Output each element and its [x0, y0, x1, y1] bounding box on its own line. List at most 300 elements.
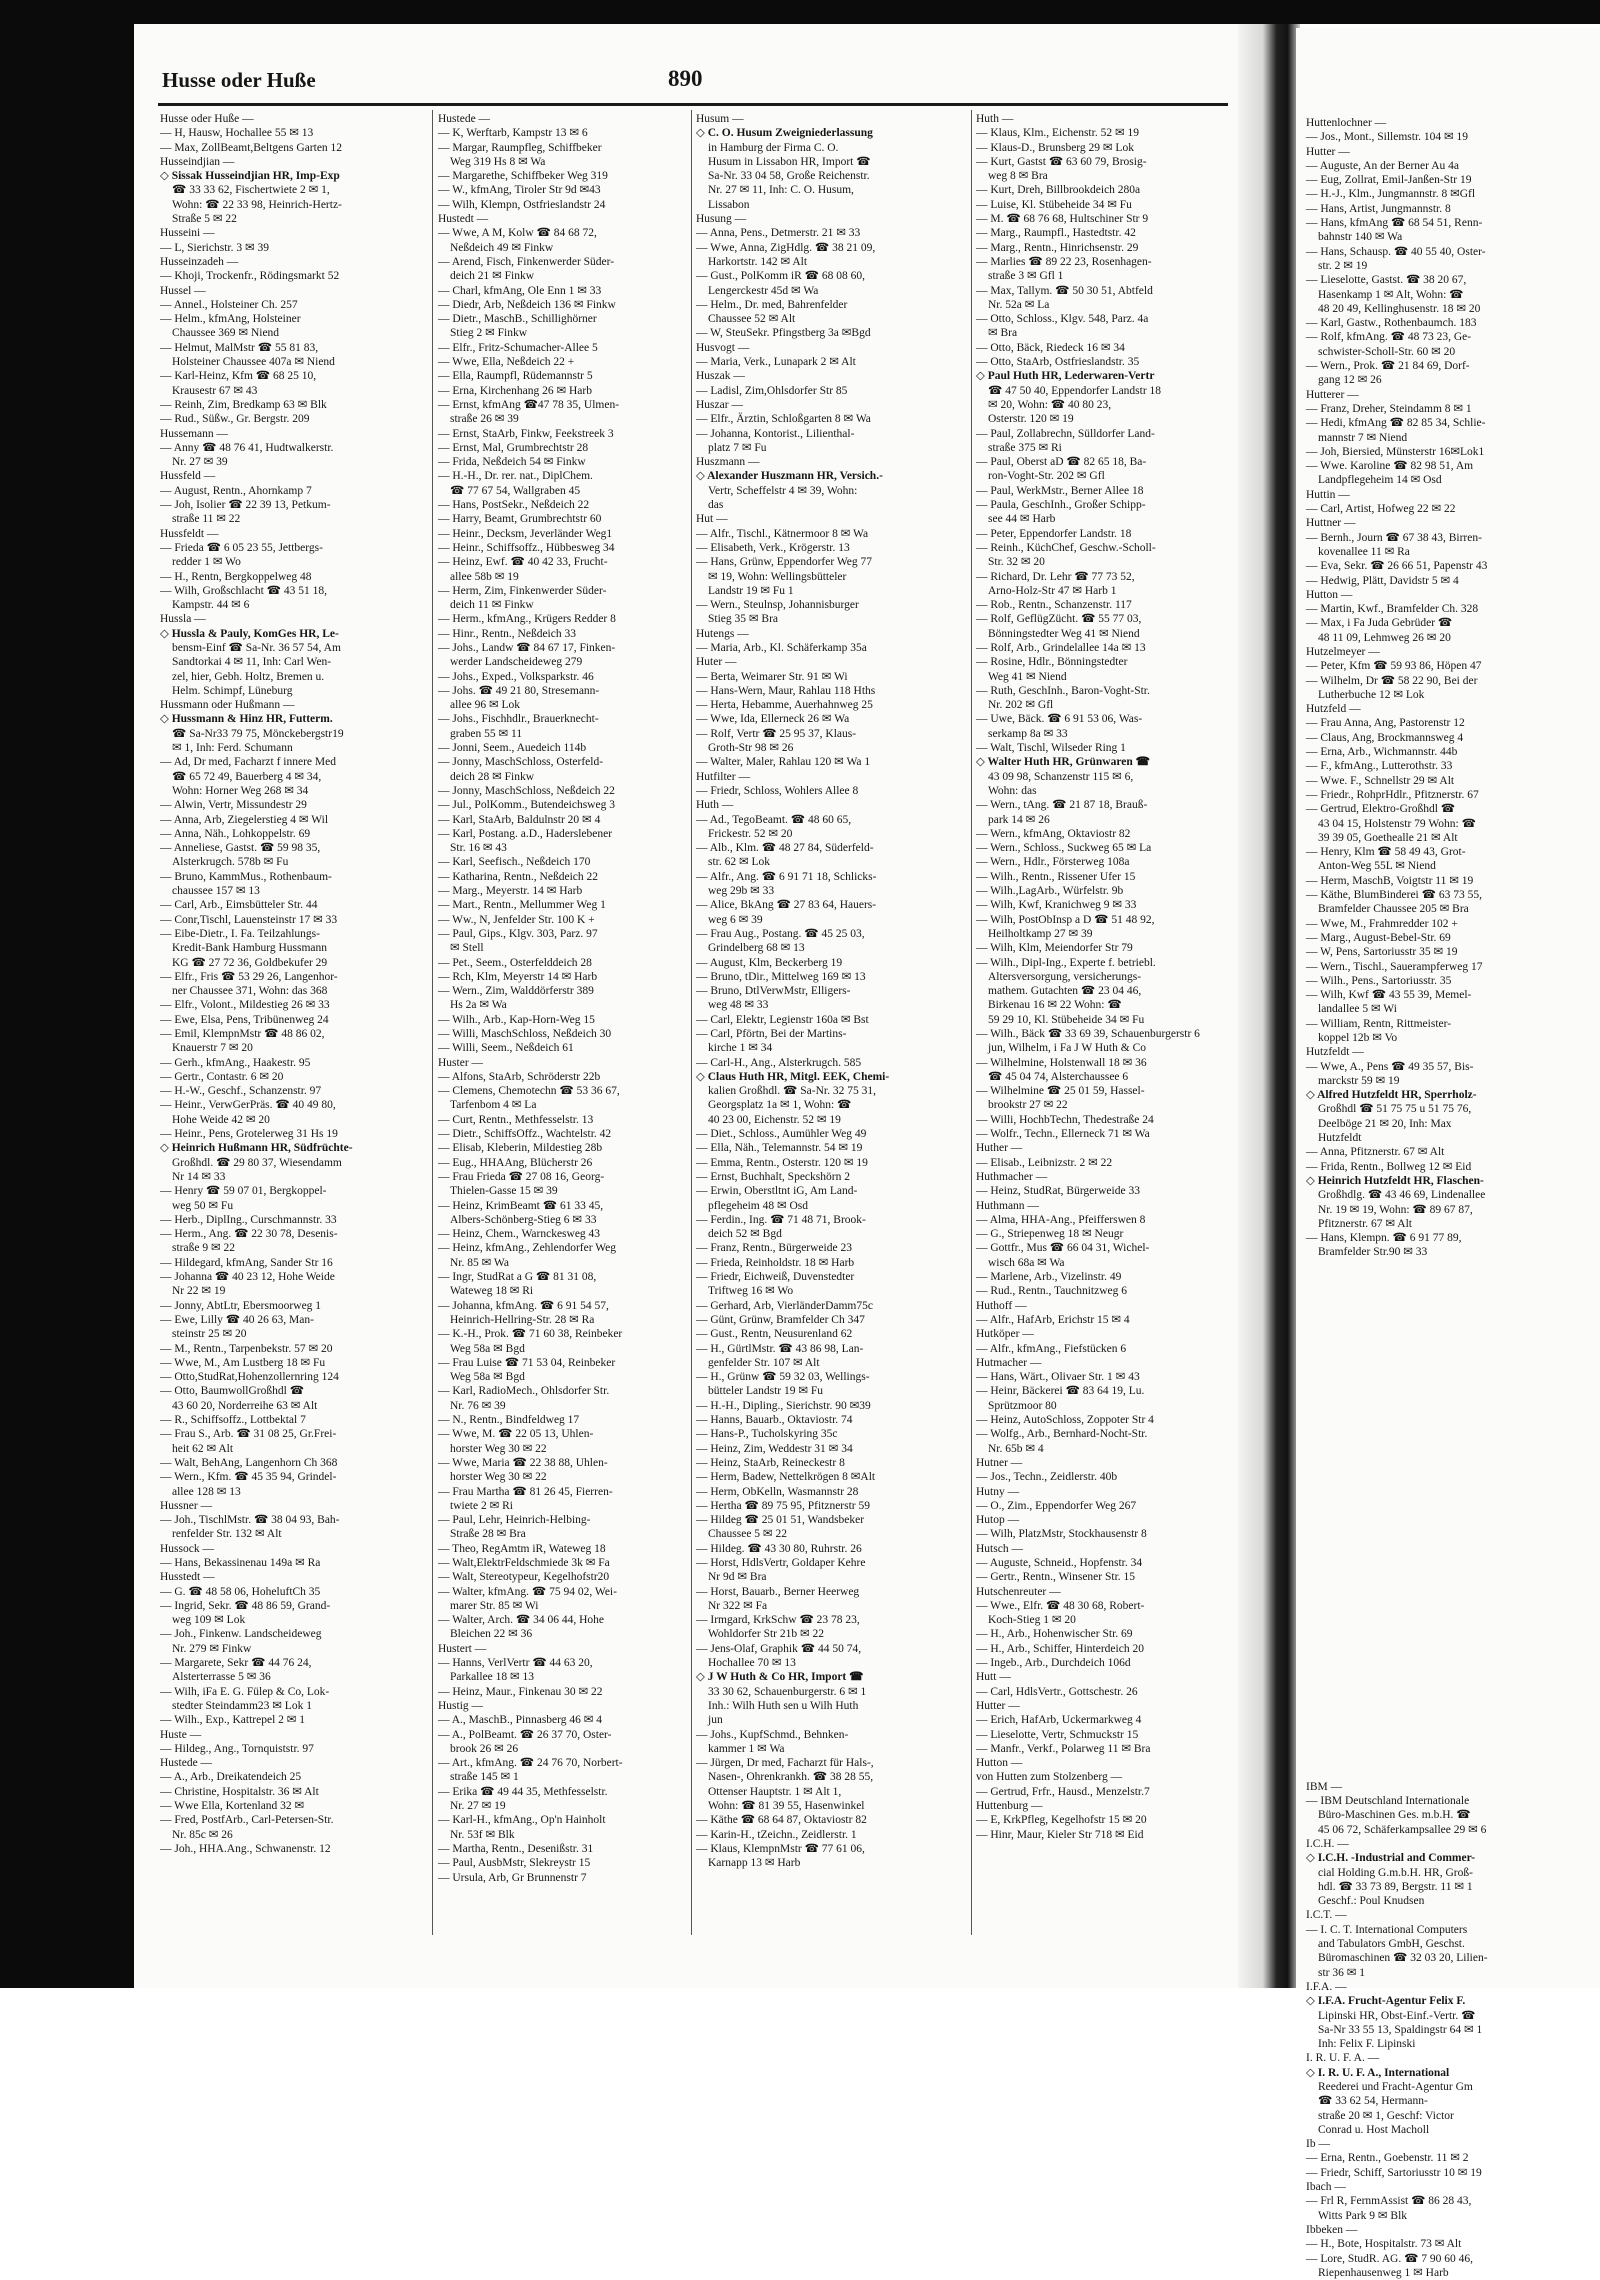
directory-entry-continuation: Thielen-Gasse 15 ✉ 39: [450, 1185, 558, 1198]
directory-entry: — Herm, Badew, Nettelkrögen 8 ✉Alt: [696, 1471, 876, 1484]
directory-entry: — Bruno, tDir., Mittelweg 169 ✉ 13: [696, 970, 866, 983]
surname-heading: Hutmacher —: [976, 1356, 1042, 1369]
directory-entry-continuation: Str. 16 ✉ 43: [450, 842, 507, 855]
directory-entry: — Joh., Finkenw. Landscheideweg: [160, 1628, 322, 1641]
directory-entry: — Paul, Lehr, Heinrich-Helbing-: [438, 1514, 591, 1527]
directory-entry: — Jürgen, Dr med, Facharzt für Hals-,: [696, 1757, 874, 1770]
directory-entry: — Khoji, Trockenfr., Rödingsmarkt 52: [160, 270, 340, 283]
directory-entry: — Maria, Verk., Lunapark 2 ✉ Alt: [696, 356, 856, 369]
directory-entry-continuation: Lutherbuche 12 ✉ Lok: [1318, 688, 1425, 701]
directory-entry: — Rob., Rentn., Schanzenstr. 117: [976, 599, 1132, 612]
directory-entry: — Annel., Holsteiner Ch. 257: [160, 298, 298, 311]
directory-entry: — Marg., Rentn., Hinrichsenstr. 29: [976, 241, 1139, 254]
directory-entry: — H., GürtlMstr. ☎ 43 86 98, Lan-: [696, 1342, 864, 1355]
directory-entry: — Frau Anna, Ang, Pastorenstr 12: [1306, 717, 1465, 730]
book-gutter: [1238, 24, 1300, 1988]
surname-heading: I.F.A. —: [1306, 1980, 1347, 1993]
directory-entry: — H., Rentn, Bergkoppelweg 48: [160, 570, 312, 583]
directory-entry: — Karl, Postang. a.D., Haderslebener: [438, 827, 613, 840]
directory-entry: — Uwe, Bäck. ☎ 6 91 53 06, Was-: [976, 713, 1143, 726]
directory-entry: — Joh., HHA.Ang., Schwanenstr. 12: [160, 1842, 331, 1855]
directory-entry: — Frieda ☎ 6 05 23 55, Jettbergs-: [160, 541, 323, 554]
directory-entry: — Carl, Artist, Hofweg 22 ✉ 22: [1306, 503, 1456, 516]
directory-entry-continuation: 48 20 49, Kellinghusenstr. 18 ✉ 20: [1318, 302, 1481, 315]
directory-entry: — Käthe, BlumBinderei ☎ 63 73 55,: [1306, 889, 1482, 902]
directory-entry: — Wilhelmine, Holstenwall 18 ✉ 36: [976, 1056, 1147, 1069]
directory-entry-continuation: Reederei und Fracht-Agentur Gm: [1318, 2080, 1473, 2093]
directory-entry: — Mart., Rentn., Mellummer Weg 1: [438, 899, 606, 912]
page-number: 890: [668, 66, 703, 91]
directory-entry-continuation: weg 48 ✉ 33: [708, 999, 769, 1012]
directory-entry: — H, Hausw, Hochallee 55 ✉ 13: [160, 127, 314, 140]
directory-entry: — Marlene, Arb., Vizelinstr. 49: [976, 1271, 1122, 1284]
directory-entry: — Heinr., Pens, Grotelerweg 31 Hs 19: [160, 1128, 338, 1141]
directory-entry: — Wilh., Bäck ☎ 33 69 39, Schauenburgerstr 6: [976, 1028, 1200, 1040]
directory-entry: — Alma, HHA-Ang., Pfeifferswen 8: [976, 1213, 1146, 1226]
surname-heading: Huther —: [976, 1142, 1023, 1155]
directory-entry: — Heinz, KrimBeamt ☎ 61 33 45,: [438, 1199, 604, 1212]
directory-entry: — H., Arb., Hohenwischer Str. 69: [976, 1628, 1133, 1641]
surname-heading: Husse oder Huße —: [160, 113, 254, 125]
directory-entry: — Gertr., Contastr. 6 ✉ 20: [160, 1070, 284, 1083]
directory-entry-continuation: Koch-Stieg 1 ✉ 20: [988, 1614, 1076, 1627]
directory-entry: — Max, ZollBeamt,Beltgens Garten 12: [160, 141, 343, 154]
directory-entry: — Alfr., kfmAng., Fiefstücken 6: [976, 1342, 1127, 1355]
directory-entry-continuation: ✉ 20, Wohn: ☎ 40 80 23,: [988, 398, 1112, 411]
scan-border-left: [0, 0, 134, 1988]
directory-entry: — Otto, Bäck, Riedeck 16 ✉ 34: [976, 341, 1125, 354]
firm-entry: ◇ Sissak Husseindjian HR, Imp-Exp: [160, 170, 340, 183]
directory-entry: — Elisab., Leibnizstr. 2 ✉ 22: [976, 1156, 1113, 1169]
directory-entry-continuation: zel, hier, Gebh. Holtz, Bremen u.: [172, 670, 325, 683]
directory-entry: — Dietr., SchiffsOffz., Wachtelstr. 42: [438, 1128, 612, 1141]
directory-entry: — Bruno, KammMus., Rothenbaum-: [160, 870, 332, 883]
directory-entry-continuation: ✉ 1, Inh: Ferd. Schumann: [172, 742, 293, 755]
directory-entry: — Wilh.,LagArb., Würfelstr. 9b: [976, 885, 1124, 898]
directory-entry-continuation: Heinrich-Hellring-Str. 28 ✉ Ra: [450, 1313, 595, 1326]
directory-entry-continuation: straße 20 ✉ 1, Geschf: Victor: [1318, 2109, 1454, 2122]
directory-entry: — Ella, Raumpfl, Rüdemannstr 5: [438, 370, 593, 383]
directory-entry: — Anna, Arb, Ziegelerstieg 4 ✉ Wil: [160, 813, 329, 826]
directory-entry: — Wwe, M., Frahmredder 102 +: [1306, 917, 1458, 930]
directory-entry: — Wern., Kfm. ☎ 45 35 94, Grindel-: [160, 1471, 337, 1484]
directory-entry: — Pet., Seem., Osterfelddeich 28: [438, 956, 592, 969]
firm-entry: ◇ Alfred Hutzfeldt HR, Sperrholz-: [1306, 1089, 1477, 1102]
directory-entry: — Herm, ObKelln, Wasmannstr 28: [696, 1485, 859, 1498]
directory-entry: — Wwe, M., Am Lustberg 18 ✉ Fu: [160, 1356, 326, 1369]
directory-entry-continuation: ☎ 77 67 54, Wallgraben 45: [450, 484, 581, 497]
directory-entry: — Herm., kfmAng., Krügers Redder 8: [438, 613, 616, 626]
directory-entry: — Martha, Rentn., Desenißstr. 31: [438, 1842, 594, 1855]
firm-entry: ◇ Alexander Huszmann HR, Versich.-: [696, 470, 883, 483]
directory-entry-continuation: Weg 319 Hs 8 ✉ Wa: [450, 155, 546, 168]
directory-entry-continuation: Str. 32 ✉ 20: [988, 556, 1045, 569]
directory-entry: — Walt, Stereotypeur, Kegelhofstr20: [438, 1571, 610, 1584]
directory-entry-continuation: graben 55 ✉ 11: [450, 727, 523, 740]
directory-entry-continuation: Nr. 27 ✉ 39: [172, 456, 228, 469]
directory-entry: — Johs., Exped., Volksparkstr. 46: [438, 670, 594, 683]
directory-entry-continuation: jun, Wilhelm, i Fa J W Huth & Co: [988, 1042, 1146, 1055]
directory-entry: — Ww., N, Jenfelder Str. 100 K +: [438, 913, 595, 926]
directory-entry-continuation: Sandtorkai 4 ✉ 11, Inh: Carl Wen-: [172, 656, 332, 669]
directory-entry: — Frida, Neßdeich 54 ✉ Finkw: [438, 456, 586, 469]
directory-entry: — Frau S., Arb. ☎ 31 08 25, Gr.Frei-: [160, 1428, 337, 1441]
directory-entry: — Rud., Süßw., Gr. Bergstr. 209: [160, 413, 310, 426]
directory-entry: — Otto, BaumwollGroßhdl ☎: [160, 1385, 305, 1398]
surname-heading: Hutzelmeyer —: [1306, 645, 1380, 658]
directory-entry: — Herm., Ang. ☎ 22 30 78, Desenis-: [160, 1228, 338, 1241]
directory-entry: — Wilh., Exp., Kattrepel 2 ✉ 1: [160, 1714, 306, 1727]
directory-entry: — Alfr., HafArb, Erichstr 15 ✉ 4: [976, 1313, 1130, 1326]
directory-entry: — Gust., Rentn, Neusurenland 62: [696, 1328, 853, 1341]
directory-entry: — Erich, HafArb, Uckermarkweg 4: [976, 1714, 1142, 1727]
directory-entry-continuation: Großhdl. ☎ 29 80 37, Wiesendamm: [172, 1156, 342, 1169]
directory-entry: — Joh., TischlMstr. ☎ 38 04 93, Bah-: [160, 1514, 340, 1527]
directory-entry: — H., Grünw ☎ 59 32 03, Wellings-: [696, 1371, 870, 1384]
directory-entry-continuation: ☎ 65 72 49, Bauerberg 4 ✉ 34,: [172, 770, 322, 783]
directory-entry-continuation: Weg 41 ✉ Niend: [988, 670, 1067, 683]
directory-entry: — Wern., Steulnsp, Johannisburger: [696, 599, 859, 612]
surname-heading: Hussel —: [160, 284, 206, 297]
directory-entry: — Kurt, Dreh, Billbrookdeich 280a: [976, 184, 1141, 197]
directory-entry: — Bruno, DtlVerwMstr, Elligers-: [696, 985, 851, 998]
directory-entry: — Hans, kfmAng ☎ 68 54 51, Renn-: [1306, 217, 1483, 230]
directory-entry-continuation: Birkenau 16 ✉ 22 Wohn: ☎: [988, 999, 1122, 1012]
surname-heading: Ibbeken —: [1306, 2223, 1358, 2236]
directory-entry-continuation: ☎ 45 04 74, Alsterchaussee 6: [988, 1070, 1129, 1083]
directory-entry: — Paul, Gips., Klgv. 303, Parz. 97: [438, 927, 598, 940]
directory-entry-continuation: Ottenser Hauptstr. 1 ✉ Alt 1,: [708, 1785, 842, 1798]
surname-heading: Husvogt —: [696, 341, 750, 354]
directory-entry: — Wern., kfmAng, Oktaviostr 82: [976, 827, 1131, 840]
directory-entry: — Wilh, iFa E. G. Fülep & Co, Lok-: [160, 1685, 330, 1698]
surname-heading: Hutton —: [976, 1757, 1023, 1770]
directory-entry-continuation: allee 58b ✉ 19: [450, 570, 519, 583]
directory-entry-continuation: straße 11 ✉ 22: [172, 513, 241, 526]
directory-entry: — Anny ☎ 48 76 41, Hudtwalkerstr.: [160, 441, 334, 454]
directory-entry-continuation: straße 145 ✉ 1: [450, 1771, 519, 1784]
directory-entry: — Frau Frieda ☎ 27 08 16, Georg-: [438, 1170, 605, 1183]
directory-entry-continuation: deich 11 ✉ Finkw: [450, 599, 534, 612]
directory-entry: — Ernst, Mal, Grumbrechtstr 28: [438, 441, 589, 454]
directory-entry-continuation: in Hamburg der Firma C. O.: [708, 141, 839, 154]
surname-heading: Hutschenreuter —: [976, 1585, 1061, 1598]
firm-entry: ◇ I.C.H. -Industrial and Commer-: [1306, 1852, 1476, 1865]
directory-entry: — Hanns, Bauarb., Oktaviostr. 74: [696, 1414, 853, 1427]
directory-entry: — W, Pens, Sartoriusstr 35 ✉ 19: [1306, 946, 1458, 959]
directory-entry-continuation: schwister-Scholl-Str. 60 ✉ 20: [1318, 345, 1456, 358]
directory-entry: — Carl, HdlsVertr., Gottschestr. 26: [976, 1685, 1138, 1698]
directory-entry-continuation: Nr. 85 ✉ Wa: [450, 1256, 509, 1269]
directory-entry-continuation: Nr 9d ✉ Bra: [708, 1571, 767, 1584]
page-header: [162, 66, 1230, 100]
directory-entry: — Gust., PolKomm iR ☎ 68 08 60,: [696, 270, 865, 283]
directory-entry: — Harry, Beamt, Grumbrechtstr 60: [438, 513, 602, 526]
directory-entry: — Reinh., KüchChef, Geschw.-Scholl-: [976, 541, 1156, 554]
directory-entry: — Hans, Klempn. ☎ 6 91 77 89,: [1306, 1232, 1462, 1245]
surname-heading: Huster —: [438, 1056, 484, 1069]
directory-entry: — Ingeb., Arb., Durchdeich 106d: [976, 1657, 1131, 1670]
surname-heading: Hustede —: [438, 113, 491, 125]
directory-entry: — Heinz, Maur., Finkenau 30 ✉ 22: [438, 1685, 603, 1698]
directory-entry: — H.-J., Klm., Jungmannstr. 8 ✉Gfl: [1306, 188, 1476, 201]
directory-entry: — Carl, Elektr, Legienstr 160a ✉ Bst: [696, 1013, 869, 1026]
surname-heading: Husseini —: [160, 227, 215, 240]
directory-entry: — Frl R, FernmAssist ☎ 86 28 43,: [1306, 2195, 1472, 2208]
directory-entry: — Hanns, VerlVertr ☎ 44 63 20,: [438, 1657, 593, 1670]
surname-heading: Hut —: [696, 513, 728, 526]
directory-entry: — Erna, Kirchenhang 26 ✉ Harb: [438, 384, 592, 397]
directory-entry: — Erwin, Oberstltnt iG, Am Land-: [696, 1185, 858, 1198]
directory-entry-continuation: ☎ 33 62 54, Hermann-: [1318, 2095, 1428, 2108]
directory-entry: — Jul., PolKomm., Butendeichsweg 3: [438, 799, 615, 812]
directory-entry: — Gerh., kfmAng., Haakestr. 95: [160, 1056, 311, 1069]
directory-entry: — Wern., tAng. ☎ 21 87 18, Brauß-: [976, 799, 1148, 812]
directory-entry: — Fred, PostfArb., Carl-Petersen-Str.: [160, 1814, 334, 1827]
directory-entry: — Ingr, StudRat a G ☎ 81 31 08,: [438, 1271, 597, 1284]
directory-entry: — Emil, KlempnMstr ☎ 48 86 02,: [160, 1028, 325, 1040]
directory-entry: — Marg., August-Bebel-Str. 69: [1306, 931, 1451, 944]
directory-entry-continuation: straße 26 ✉ 39: [450, 413, 519, 426]
directory-entry-continuation: Wohn: ☎ 22 33 98, Heinrich-Hertz-: [172, 198, 342, 211]
directory-entry-continuation: str 36 ✉ 1: [1318, 1966, 1366, 1979]
directory-entry: — Wilh, Kwf ☎ 43 55 39, Memel-: [1306, 989, 1472, 1002]
directory-entry-continuation: Straße 5 ✉ 22: [172, 213, 237, 226]
directory-entry: — Ernst, kfmAng ☎47 78 35, Ulmen-: [438, 398, 620, 411]
directory-entry: — Wilh, Kwf, Kranichweg 9 ✉ 33: [976, 899, 1137, 912]
directory-entry-continuation: see 44 ✉ Harb: [988, 513, 1056, 526]
directory-entry: — Walter, Arch. ☎ 34 06 44, Hohe: [438, 1614, 605, 1627]
directory-entry: — Hans, Bekassinenau 149a ✉ Ra: [160, 1556, 321, 1569]
directory-entry: — Wern., Tischl., Sauerampferweg 17: [1306, 960, 1483, 973]
directory-entry-continuation: Bönningstedter Weg 41 ✉ Niend: [988, 627, 1140, 640]
directory-entry-continuation: landallee 5 ✉ Wi: [1318, 1003, 1397, 1016]
directory-entry-continuation: Vertr, Scheffelstr 4 ✉ 39, Wohn:: [708, 484, 858, 497]
directory-entry: — Eug, Zollrat, Emil-Janßen-Str 19: [1306, 174, 1472, 187]
surname-heading: Hutner —: [976, 1456, 1023, 1469]
directory-entry: — Alfr., Tischl., Kätnermoor 8 ✉ Wa: [696, 527, 869, 540]
directory-entry-continuation: Großhdlg. ☎ 43 46 69, Lindenallee: [1318, 1189, 1486, 1202]
directory-entry: — Klaus, KlempnMstr ☎ 77 61 06,: [696, 1842, 865, 1855]
directory-entry: — Frau Martha ☎ 81 26 45, Fierren-: [438, 1485, 613, 1498]
directory-entry-continuation: Witts Park 9 ✉ Blk: [1318, 2209, 1408, 2222]
directory-entry: — Maria, Arb., Kl. Schäferkamp 35a: [696, 641, 867, 654]
directory-entry: — Marg., Raumpfl., Hastedtstr. 42: [976, 227, 1136, 240]
directory-entry-continuation: 59 29 10, Kl. Stübeheide 34 ✉ Fu: [988, 1013, 1145, 1026]
directory-entry: — Wolfr., Techn., Ellerneck 71 ✉ Wa: [976, 1128, 1150, 1141]
directory-entry-continuation: Frickestr. 52 ✉ 20: [708, 827, 793, 840]
directory-entry-continuation: Deelböge 21 ✉ 20, Inh: Max: [1318, 1117, 1452, 1130]
surname-heading: Hussner —: [160, 1499, 213, 1512]
directory-entry: — August, Klm, Beckerberg 19: [696, 956, 843, 969]
directory-entry-continuation: 45 06 72, Schäferkampsallee 29 ✉ 6: [1318, 1823, 1487, 1836]
directory-entry: — Gertrud, Frfr., Hausd., Menzelstr.7: [976, 1785, 1150, 1798]
directory-entry: — Walter, kfmAng. ☎ 75 94 02, Wei-: [438, 1585, 617, 1598]
directory-entry-continuation: Nr. 19 ✉ 19, Wohn: ☎ 89 67 87,: [1318, 1203, 1473, 1216]
directory-entry-continuation: gang 12 ✉ 26: [1318, 374, 1382, 387]
directory-entry: — Heinz, kfmAng., Zehlendorfer Weg: [438, 1242, 617, 1255]
surname-heading: Hutton —: [1306, 588, 1353, 601]
directory-entry: — Jos., Techn., Zeidlerstr. 40b: [976, 1471, 1118, 1484]
directory-entry: — Gottfr., Mus ☎ 66 04 31, Wichel-: [976, 1242, 1150, 1255]
directory-entry-continuation: serkamp 8a ✉ 33: [988, 727, 1068, 740]
directory-entry-continuation: Landpflegeheim 14 ✉ Osd: [1318, 474, 1442, 487]
surname-heading: Ib —: [1306, 2138, 1330, 2151]
directory-entry: — Karl, Seefisch., Neßdeich 170: [438, 856, 591, 869]
directory-entry: — Katharina, Rentn., Neßdeich 22: [438, 870, 598, 883]
directory-entry: — Karl-Heinz, Kfm ☎ 68 25 10,: [160, 370, 317, 383]
directory-entry-continuation: weg 109 ✉ Lok: [172, 1614, 246, 1627]
directory-entry: — Wern., Zim, Walddörferstr 389: [438, 985, 594, 998]
directory-entry-continuation: Nr. 76 ✉ 39: [450, 1399, 506, 1412]
directory-entry: — Emma, Rentn., Osterstr. 120 ✉ 19: [696, 1156, 868, 1169]
directory-entry: — Heinz, Ewf. ☎ 40 42 33, Frucht-: [438, 556, 608, 569]
directory-entry-continuation: Wohn: Horner Weg 268 ✉ 34: [172, 784, 309, 797]
directory-entry: — Gertrud, Elektro-Großhdl ☎: [1306, 803, 1456, 816]
directory-entry: — A., MaschB., Pinnasberg 46 ✉ 4: [438, 1714, 603, 1727]
directory-entry-continuation: twiete 2 ✉ Ri: [450, 1499, 513, 1512]
directory-entry: — Johanna ☎ 40 23 12, Hohe Weide: [160, 1271, 335, 1284]
surname-heading: Huthoff —: [976, 1299, 1027, 1312]
directory-entry: — Art., kfmAng. ☎ 24 76 70, Norbert-: [438, 1757, 623, 1770]
directory-entry: — M. ☎ 68 76 68, Hultschiner Str 9: [976, 213, 1149, 226]
directory-entry: — Heinr., VerwGerPräs. ☎ 40 49 80,: [160, 1099, 336, 1112]
directory-entry: — Alb., Klm. ☎ 48 27 84, Süderfeld-: [696, 842, 874, 855]
directory-entry: — Hinr, Maur, Kieler Str 718 ✉ Eid: [976, 1828, 1144, 1841]
surname-heading: Hutfilter —: [696, 770, 750, 783]
directory-entry-continuation: Nr. 279 ✉ Finkw: [172, 1642, 252, 1655]
directory-entry: — Heinr, Bäckerei ☎ 83 64 19, Lu.: [976, 1385, 1145, 1398]
directory-entry: — Johs. ☎ 49 21 80, Stresemann-: [438, 684, 600, 697]
directory-entry: — Henry ☎ 59 07 01, Bergkoppel-: [160, 1185, 327, 1198]
surname-heading: Hutköper —: [976, 1328, 1034, 1341]
directory-entry: — Wwe, Ida, Ellerneck 26 ✉ Wa: [696, 713, 850, 726]
surname-heading: Hutop —: [976, 1514, 1020, 1527]
directory-entry: — Wern., Schloss., Suckweg 65 ✉ La: [976, 842, 1152, 855]
directory-entry-continuation: renfelder Str. 132 ✉ Alt: [172, 1528, 282, 1541]
directory-entry: — Joh, Biersied, Münsterstr 16✉Lok1: [1306, 445, 1485, 458]
directory-entry: — Heinz, Chem., Warnckesweg 43: [438, 1228, 601, 1241]
directory-entry-continuation: 33 30 62, Schauenburgerstr. 6 ✉ 1: [708, 1685, 867, 1698]
directory-entry: — Anna, Pfitznerstr. 67 ✉ Alt: [1306, 1146, 1445, 1159]
directory-entry: — Diedr, Arb, Neßdeich 136 ✉ Finkw: [438, 298, 616, 311]
directory-entry-continuation: kirche 1 ✉ 34: [708, 1042, 773, 1055]
directory-entry: — Wwe, M. ☎ 22 05 13, Uhlen-: [438, 1428, 594, 1441]
surname-heading: Hussock —: [160, 1542, 214, 1555]
directory-entry-continuation: Landstr 19 ✉ Fu 1: [708, 584, 794, 597]
surname-heading: Huthmann —: [976, 1199, 1039, 1212]
directory-entry-continuation: and Tabulators GmbH, Geschst.: [1318, 1938, 1465, 1951]
directory-entry-continuation: str. 62 ✉ Lok: [708, 856, 771, 869]
directory-entry: — Karl, RadioMech., Ohlsdorfer Str.: [438, 1385, 610, 1398]
surname-heading: Husung —: [696, 213, 747, 226]
directory-entry-continuation: genfelder Str. 107 ✉ Alt: [708, 1356, 820, 1369]
directory-entry: — Käthe ☎ 68 64 87, Oktaviostr 82: [696, 1814, 867, 1827]
directory-entry: — Karl, StaArb, Baldulnstr 20 ✉ 4: [438, 813, 601, 826]
surname-heading: Huszar —: [696, 398, 743, 411]
directory-entry-continuation: 39 39 05, Goethealle 21 ✉ Alt: [1318, 831, 1458, 844]
directory-entry: — Ewe, Lilly ☎ 40 26 63, Man-: [160, 1313, 314, 1326]
directory-entry: — Otto, StaArb, Ostfrieslandstr. 35: [976, 356, 1140, 369]
directory-entry-continuation: Kampstr. 44 ✉ 6: [172, 599, 250, 612]
directory-entry: — Elfr., Volont., Mildestieg 26 ✉ 33: [160, 999, 330, 1012]
directory-entry-continuation: Parkallee 18 ✉ 13: [450, 1671, 535, 1684]
directory-entry-continuation: ✉ Bra: [988, 327, 1018, 340]
directory-entry: — Ernst, StaArb, Finkw, Feekstreek 3: [438, 427, 614, 440]
surname-heading: Hutt —: [976, 1671, 1011, 1684]
directory-entry-continuation: weg 8 ✉ Bra: [988, 170, 1048, 183]
directory-entry: — Charl, kfmAng, Ole Enn 1 ✉ 33: [438, 284, 602, 297]
directory-entry: — Hildeg. ☎ 43 30 80, Ruhrstr. 26: [696, 1542, 862, 1555]
directory-entry: — Elfr., Fris ☎ 53 29 26, Langenhor-: [160, 970, 338, 983]
surname-heading: Hutter —: [976, 1699, 1020, 1712]
directory-entry: — Wwe, A M, Kolw ☎ 84 68 72,: [438, 227, 597, 240]
directory-entry: — Ursula, Arb, Gr Brunnenstr 7: [438, 1871, 587, 1884]
directory-entry: — Klaus-D., Brunsberg 29 ✉ Lok: [976, 141, 1134, 154]
directory-entry-continuation: bahnstr 140 ✉ Wa: [1318, 231, 1403, 244]
directory-entry: — Wwe, Maria ☎ 22 38 88, Uhlen-: [438, 1456, 608, 1469]
directory-entry-continuation: Inh: Felix F. Lipinski: [1318, 2038, 1416, 2051]
surname-heading: Hutzfeldt —: [1306, 1046, 1364, 1059]
directory-entry-continuation: Stieg 35 ✉ Bra: [708, 613, 779, 626]
directory-entry-continuation: Hasenkamp 1 ✉ Alt, Wohn: ☎: [1318, 288, 1464, 301]
directory-entry-continuation: Hochallee 70 ✉ 13: [708, 1657, 796, 1670]
directory-entry: — Margar, Raumpfleg, Schiffbeker: [438, 141, 602, 154]
directory-entry-continuation: Sprützmoor 80: [988, 1399, 1057, 1412]
directory-entry-continuation: brook 26 ✉ 26: [450, 1742, 519, 1755]
directory-entry-continuation: Nasen-, Ohrenkrankh. ☎ 38 28 55,: [708, 1771, 874, 1784]
surname-heading: Hutterer —: [1306, 388, 1359, 401]
directory-entry-continuation: straße 375 ✉ Ri: [988, 441, 1062, 454]
directory-column-3: [696, 112, 968, 1952]
directory-entry: — Ewe, Elsa, Pens, Tribünenweg 24: [160, 1013, 329, 1026]
directory-entry: — Ella, Näh., Telemannstr. 54 ✉ 19: [696, 1142, 863, 1155]
directory-entry: — Jonny, MaschSchloss, Osterfeld-: [438, 756, 604, 769]
surname-heading: Huth —: [696, 799, 734, 812]
directory-entry: — Rosine, Hdlr., Bönningstedter: [976, 656, 1128, 669]
directory-entry-continuation: stedter Steindamm23 ✉ Lok 1: [172, 1699, 312, 1712]
directory-entry: — Friedr, Schloss, Wohlers Allee 8: [696, 784, 859, 797]
surname-heading: Hutny —: [976, 1485, 1020, 1498]
directory-entry-continuation: Wohldorfer Str 21b ✉ 22: [708, 1628, 825, 1641]
directory-entry: — Wwe. Karoline ☎ 82 98 51, Am: [1306, 460, 1474, 473]
directory-entry: — Martin, Kwf., Bramfelder Ch. 328: [1306, 603, 1479, 616]
directory-entry: — Jonni, Seem., Auedeich 114b: [438, 742, 587, 755]
directory-entry: — Rolf, kfmAng. ☎ 48 73 23, Ge-: [1306, 331, 1472, 344]
directory-entry: — N., Rentn., Bindfeldweg 17: [438, 1414, 580, 1427]
directory-entry: — O., Zim., Eppendorfer Weg 267: [976, 1499, 1137, 1512]
directory-entry-continuation: werder Landscheideweg 279: [450, 656, 583, 669]
directory-entry-continuation: Albers-Schönberg-Stieg 6 ✉ 33: [450, 1213, 597, 1226]
directory-entry: — Peter, Kfm ☎ 59 93 86, Höpen 47: [1306, 660, 1482, 673]
surname-heading: IBM —: [1306, 1780, 1343, 1793]
directory-entry: — Alice, BkAng ☎ 27 83 64, Hauers-: [696, 899, 877, 912]
directory-entry: — Wilh., Pens., Sartoriusstr. 35: [1306, 974, 1452, 987]
directory-entry-continuation: Hs 2a ✉ Wa: [450, 999, 507, 1012]
surname-heading: Huttenlochner —: [1306, 117, 1387, 129]
directory-column-5: [1306, 116, 1600, 2279]
directory-entry-continuation: Nr 14 ✉ 33: [172, 1170, 226, 1183]
directory-entry: — H.-H., Dr. rer. nat., DiplChem.: [438, 470, 593, 483]
directory-entry: — Günt, Grünw, Bramfelder Ch 347: [696, 1313, 865, 1326]
directory-entry: — Hans-P., Tucholskyring 35c: [696, 1428, 838, 1441]
directory-entry-continuation: Nr 322 ✉ Fa: [708, 1599, 768, 1612]
directory-entry-continuation: Riepenhausenweg 1 ✉ Harb: [1318, 2266, 1449, 2279]
firm-entry: ◇ Heinrich Hußmann HR, Südfrüchte-: [160, 1142, 353, 1155]
directory-entry: — Arend, Fisch, Finkenwerder Süder-: [438, 255, 615, 268]
directory-entry: — Karin-H., tZeichn., Zeidlerstr. 1: [696, 1828, 857, 1841]
directory-entry-continuation: Weg 58a ✉ Bgd: [450, 1342, 525, 1355]
